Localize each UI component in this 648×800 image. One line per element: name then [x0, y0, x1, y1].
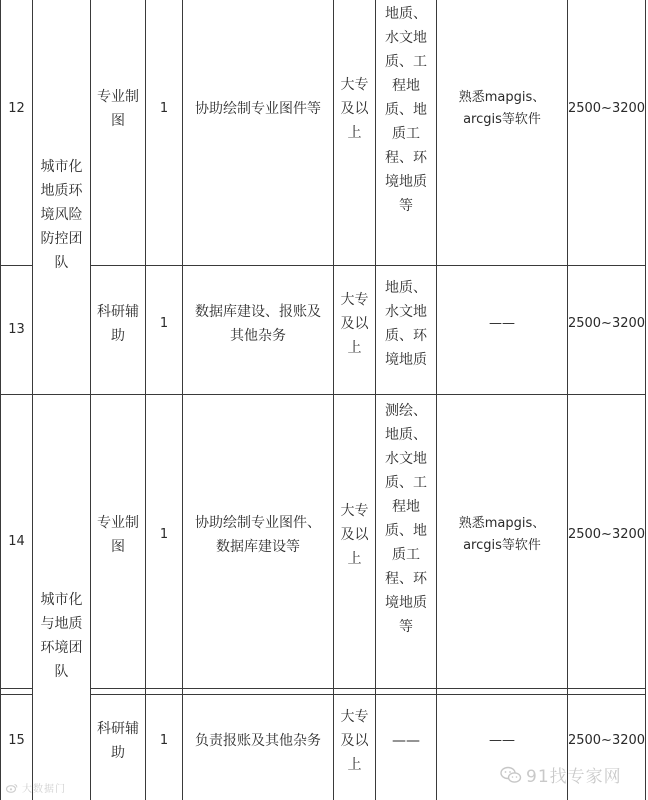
skill-line: 熟悉mapgis、	[458, 516, 546, 531]
team-name-line: 队	[54, 255, 69, 271]
education-line: 及以	[340, 527, 369, 543]
major-line: 水文地	[385, 303, 427, 320]
education-line: 及以	[340, 315, 369, 332]
major-line: ——	[392, 733, 420, 749]
position-line: 助	[111, 327, 125, 344]
duty-cell	[183, 0, 333, 218]
duty-line: 负责报账及其他杂务	[195, 733, 321, 749]
major-line: 质、工	[385, 475, 427, 491]
salary-cell: 2500~3200	[568, 527, 645, 542]
team-cell	[33, 0, 90, 394]
team-name-line: 环境团	[40, 639, 83, 656]
duty-line: 数据库建设、报账及	[195, 303, 321, 320]
major-line: 程、环	[385, 150, 427, 166]
major-line: 程、环	[385, 571, 427, 587]
team-name-line: 防控团	[40, 231, 83, 247]
major-cell	[376, 395, 436, 688]
headcount-cell: 1	[159, 101, 169, 116]
position-line: 科研辅	[97, 721, 139, 737]
duty-line: 其他杂务	[230, 327, 286, 344]
salary-cell: 2500~3200	[568, 315, 645, 331]
major-line: 境地质	[385, 174, 427, 190]
team-name-line: 与地质	[40, 615, 83, 632]
major-line: 境地质	[385, 595, 427, 611]
salary-cell: 2500~3200	[568, 733, 645, 748]
duty-cell	[183, 266, 333, 381]
major-line: 水文地	[385, 30, 427, 46]
position-line: 专业制	[97, 89, 139, 105]
major-line: 地质、	[385, 427, 427, 443]
grid-line	[0, 688, 32, 689]
major-cell	[376, 0, 436, 265]
headcount-cell: 1	[159, 527, 169, 542]
headcount-cell: 1	[159, 315, 169, 331]
major-line: 测绘、	[385, 403, 427, 419]
duty-line: 协助绘制专业图件等	[195, 101, 321, 117]
row-number: 15	[8, 733, 25, 748]
duty-line: 数据库建设等	[216, 539, 300, 555]
team-name-line: 队	[54, 663, 69, 680]
major-line: 质、工	[385, 54, 427, 70]
team-cell	[33, 395, 90, 800]
skill-cell	[437, 0, 567, 218]
team-name-line: 地质环	[40, 183, 83, 199]
skill-line: arcgis等软件	[463, 112, 541, 127]
major-cell	[376, 695, 436, 787]
skill-line: ——	[489, 315, 515, 331]
position-line: 图	[111, 113, 125, 129]
major-line: 质、地	[385, 102, 427, 118]
major-line: 质、环	[385, 327, 427, 344]
team-name-line: 城市化	[40, 591, 83, 608]
skill-cell	[437, 266, 567, 381]
education-cell	[334, 0, 375, 218]
education-line: 大专	[340, 709, 369, 725]
education-line: 上	[347, 125, 362, 141]
duty-cell	[183, 695, 333, 787]
duty-line: 协助绘制专业图件、	[195, 515, 321, 531]
source-watermark	[6, 780, 66, 795]
major-line: 质、地	[385, 523, 427, 539]
duty-cell	[183, 395, 333, 675]
row-number: 14	[8, 533, 25, 549]
row-number: 13	[8, 322, 25, 337]
education-line: 大专	[340, 291, 369, 308]
education-line: 上	[347, 339, 362, 356]
row-number: 12	[8, 101, 25, 116]
skill-cell	[437, 395, 567, 675]
major-line: 等	[399, 198, 413, 214]
position-line: 图	[111, 539, 125, 555]
position-line: 科研辅	[97, 303, 139, 320]
education-line: 大专	[340, 77, 369, 93]
education-line: 及以	[340, 733, 369, 749]
salary-cell: 2500~3200	[568, 101, 645, 116]
position-line: 助	[111, 745, 125, 761]
education-cell	[334, 695, 375, 787]
major-line: 地质、	[385, 6, 427, 22]
team-name-line: 城市化	[40, 159, 83, 175]
major-line: 质工	[392, 126, 420, 142]
grid-line	[90, 688, 646, 689]
position-cell	[91, 695, 145, 787]
position-line: 专业制	[97, 515, 139, 531]
skill-line: ——	[489, 733, 515, 748]
position-cell	[91, 266, 145, 381]
major-cell	[376, 266, 436, 381]
education-line: 上	[347, 551, 362, 567]
wechat-icon	[500, 766, 522, 784]
headcount-cell: 1	[159, 733, 169, 748]
education-line: 上	[347, 757, 362, 773]
major-line: 质工	[392, 547, 420, 563]
major-line: 境地质	[385, 351, 427, 368]
education-line: 及以	[340, 101, 369, 117]
education-cell	[334, 395, 375, 675]
major-line: 程地	[392, 78, 420, 94]
education-cell	[334, 266, 375, 381]
major-line: 等	[399, 619, 413, 635]
brand-watermark	[500, 762, 622, 787]
brand-watermark-text: 91找专家网	[526, 767, 622, 787]
major-line: 水文地	[385, 451, 427, 467]
weibo-icon	[6, 783, 18, 793]
position-cell	[91, 395, 145, 675]
grid-line	[645, 0, 646, 800]
source-watermark-text: 大数据门	[22, 784, 66, 795]
education-line: 大专	[340, 503, 369, 519]
major-line: 程地	[392, 499, 420, 515]
position-cell	[91, 0, 145, 218]
major-line: 地质、	[385, 279, 427, 296]
skill-line: 熟悉mapgis、	[458, 90, 546, 105]
skill-line: arcgis等软件	[463, 538, 541, 553]
team-name-line: 境风险	[40, 207, 83, 223]
